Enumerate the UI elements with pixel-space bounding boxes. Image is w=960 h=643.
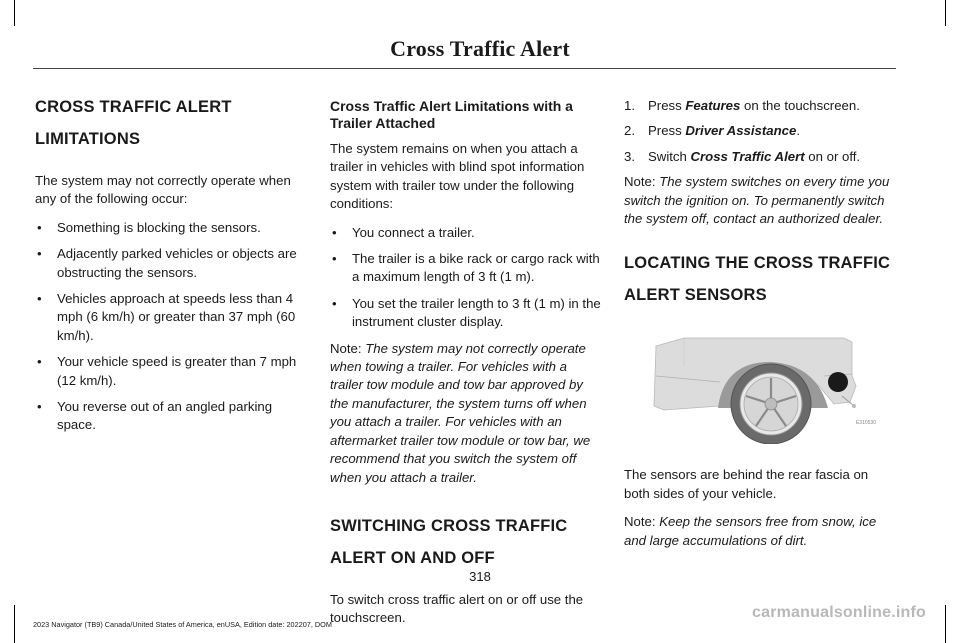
switching-heading-line1: SWITCHING CROSS TRAFFIC (330, 516, 568, 535)
figure-code: E310530 (855, 420, 876, 427)
note-label: Note: (330, 340, 362, 356)
crop-mark-top-left (14, 0, 15, 26)
locating-text: The sensors are behind the rear fascia on both sides of your vehicle. (624, 467, 869, 501)
limitations-heading-line2: LIMITATIONS (35, 130, 141, 148)
step-item: 1. Press Features on the touchscreen. (624, 98, 860, 113)
list-item: • Adjacently parked vehicles or objects are obstructing the sensors. (35, 245, 305, 282)
crop-mark-top-right (945, 0, 946, 26)
limitations-intro: The system may not correctly operate when any of the following occur: (35, 173, 291, 207)
trailer-intro: The system remains on when you attach a trailer in vehicles with blind spot information system with trailer tow under the following conditions: (330, 141, 585, 212)
note-label: Note: (624, 174, 656, 190)
list-item: • The trailer is a bike rack or cargo rack with a maximum length of 3 ft (1 m). (330, 250, 602, 287)
list-item: • You set the trailer length to 3 ft (1 m) in the instrument cluster display. (330, 295, 602, 332)
column-middle (330, 94, 602, 628)
note-label: Note: (624, 514, 656, 530)
watermark-logo: carmanualsonline.info (752, 604, 927, 621)
locating-note (624, 513, 896, 550)
rear-sensor-figure (624, 316, 876, 444)
list-item: • Your vehicle speed is greater than 7 mph (12 km/h). (35, 353, 305, 390)
crop-mark-bottom-left (14, 605, 15, 643)
page-header-title: Cross Traffic Alert (390, 36, 570, 61)
switching-steps (624, 97, 896, 166)
list-item: • Vehicles approach at speeds less than 4 mph (6 km/h) or greater than 37 mph (60 km/h). (35, 290, 305, 345)
trailer-note (330, 340, 602, 487)
header-divider (33, 68, 896, 69)
locating-heading-line2: ALERT SENSORS (624, 286, 767, 305)
switching-heading-line2: ALERT ON AND OFF (330, 548, 495, 567)
note-text: Keep the sensors free from snow, ice and large accumulations of dirt. (624, 514, 877, 548)
page-number: 318 (469, 569, 491, 584)
switching-intro: To switch cross traffic alert on or off use the touchscreen. (330, 591, 584, 626)
locating-heading-line1: LOCATING THE CROSS TRAFFIC (624, 254, 891, 273)
limitations-list (35, 219, 305, 435)
column-right (624, 94, 896, 550)
list-item: • You connect a trailer. (330, 224, 602, 242)
step-item: 2. Press Driver Assistance. (624, 123, 800, 139)
step-item: 3. Switch Cross Traffic Alert on or off. (624, 148, 861, 164)
limitations-heading-line1: CROSS TRAFFIC ALERT (35, 98, 232, 116)
trailer-heading: Cross Traffic Alert Limitations with a Trailer Attached (330, 98, 573, 131)
footer-edition-info: 2023 Navigator (TB9) Canada/United States of America, enUSA, Edition date: 202207, DOM (33, 620, 332, 629)
vehicle-rear-wheel-illustration (624, 316, 876, 444)
list-item: • Something is blocking the sensors. (35, 219, 305, 237)
trailer-list (330, 224, 602, 332)
crop-mark-bottom-right (945, 605, 946, 643)
list-item: • You reverse out of an angled parking space. (35, 398, 305, 435)
note-text: The system may not correctly operate when towing a trailer. For vehicles with a trailer tow module and tow bar approved by the manufacturer, the system turns off when you attach a trailer. For vehicles with an aftermarket trailer tow module or tow bar, we recommend that you switch the system off when you attach a trailer. (330, 340, 591, 485)
switching-note (624, 173, 896, 228)
note-text: The system switches on every time you switch the ignition on. To permanently switch the system off, contact an authorized dealer. (624, 174, 890, 227)
column-left (35, 94, 305, 443)
